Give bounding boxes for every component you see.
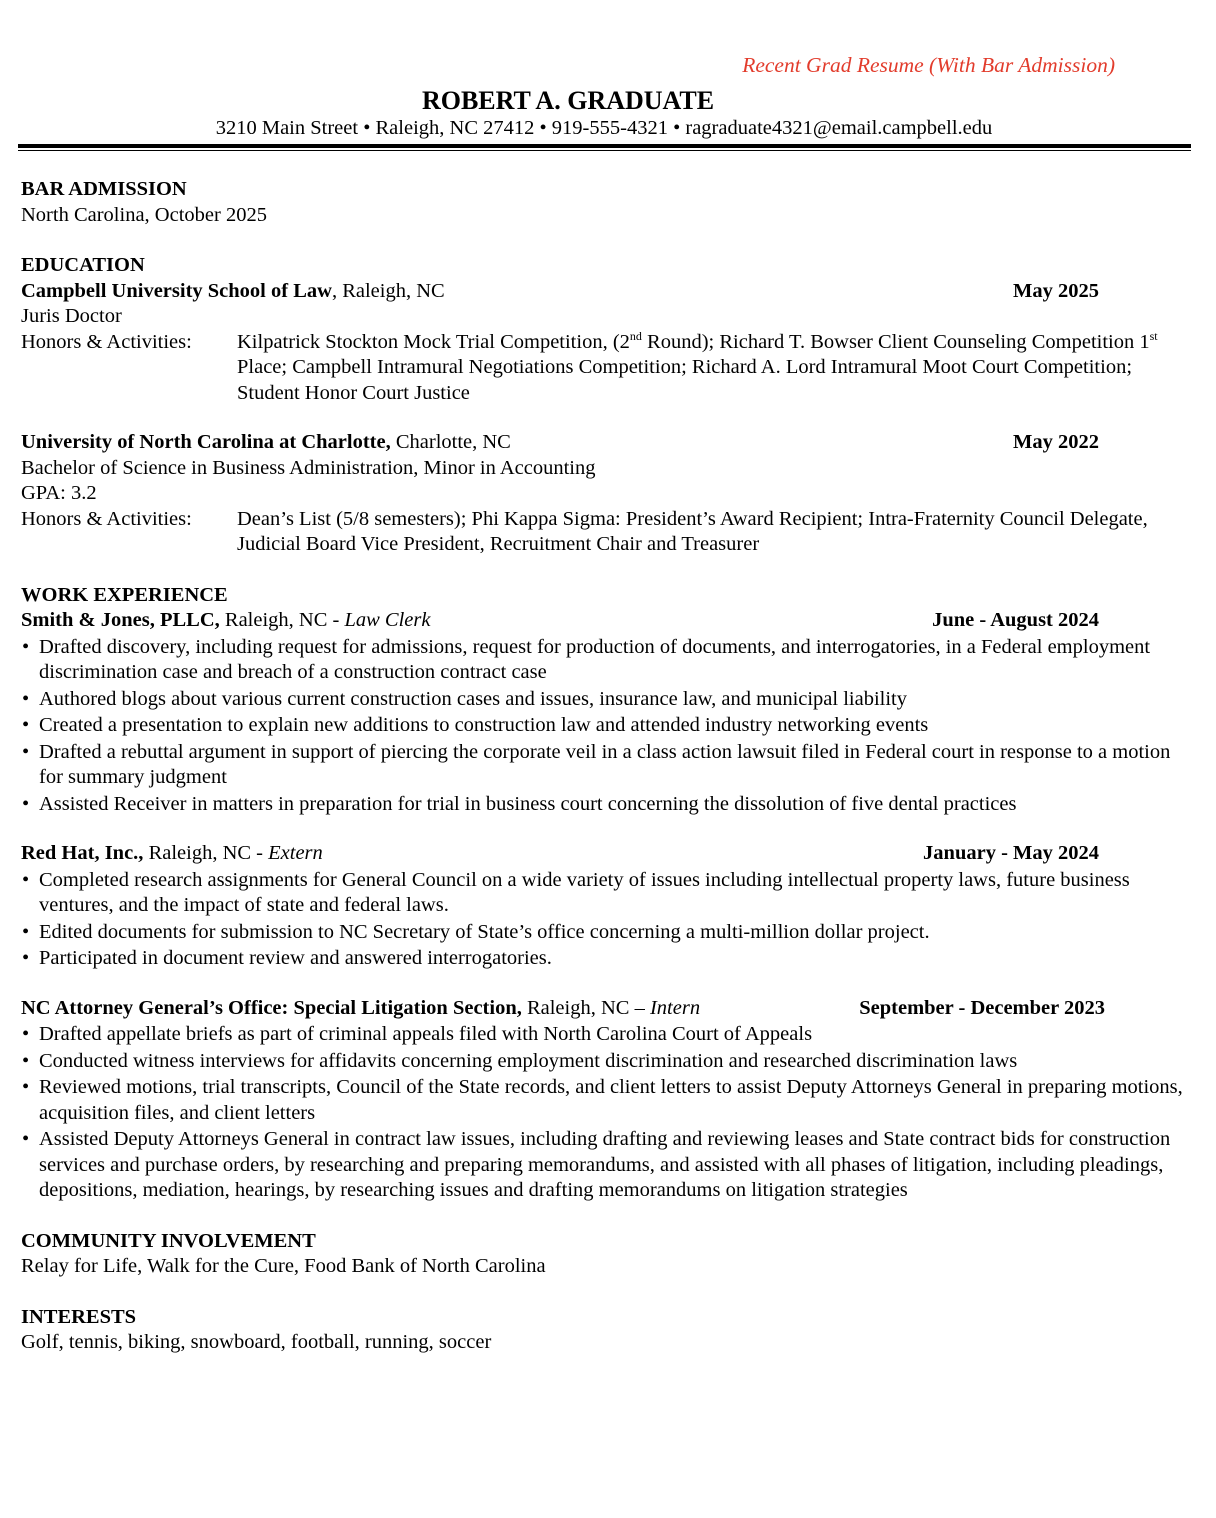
job-line (21, 608, 1191, 634)
list-item (21, 868, 1191, 919)
honors-text: Dean’s List (5/8 semesters); Phi Kappa Sigma: President’s Award Recipient; Intra-Fraternity Council Delegate, Judicial Board Vice President, Recruitment Chair and Treasurer (237, 507, 1148, 555)
employer-name: NC Attorney General’s Office: Special Litigation Section, (21, 996, 522, 1019)
school-location: , Raleigh, NC (331, 279, 445, 302)
bullet-text: Participated in document review and answered interrogatories. (39, 947, 552, 969)
list-item (21, 1022, 1191, 1048)
header-rule-thick (18, 144, 1191, 148)
header-rule-thin (18, 150, 1191, 151)
section-heading: BAR ADMISSION (21, 178, 187, 200)
job-date: January - May 2024 (923, 842, 1099, 864)
section-heading: COMMUNITY INVOLVEMENT (21, 1229, 316, 1252)
job-role: Intern (649, 996, 701, 1019)
job-entry (21, 841, 1191, 972)
community-involvement-section (21, 1229, 1191, 1280)
honors-row (21, 330, 1191, 407)
bullet-icon: • (22, 1128, 30, 1150)
school-date: May 2022 (1013, 431, 1099, 453)
bullet-text: Drafted discovery, including request for admissions, request for production of documents, and interrogatories, in a Federal employment discrimination case and breach of a construction contract case (39, 635, 1151, 683)
section-heading: EDUCATION (21, 254, 145, 276)
employer-name: Smith & Jones, PLLC, (21, 609, 220, 631)
bullet-icon: • (22, 714, 30, 736)
bullet-text: Drafted a rebuttal argument in support of piercing the corporate veil in a class action lawsuit filed in Federal court in response to a motion for summary judgment (39, 740, 1171, 788)
list-item (21, 1127, 1191, 1204)
list-item (21, 740, 1191, 791)
ordinal-superscript: st (1149, 328, 1158, 343)
employer-name: Red Hat, Inc., (21, 842, 144, 864)
school-line (21, 430, 1191, 456)
work-experience-section (21, 583, 1191, 1204)
bullet-text: Authored blogs about various current construction cases and issues, insurance law, and municipal liability (39, 687, 907, 710)
degree: Bachelor of Science in Business Administration, Minor in Accounting (21, 456, 596, 479)
gpa: GPA: 3.2 (21, 482, 97, 504)
honors-text-part: Round); Richard T. Bowser Client Counseling Competition 1 (641, 330, 1150, 353)
school-location: Charlotte, NC (390, 431, 511, 453)
school-name: University of North Carolina at Charlotte, (21, 431, 391, 453)
job-date: September - December 2023 (859, 996, 1105, 1019)
job-line (21, 996, 1191, 1022)
bar-admission-section (21, 177, 1191, 228)
ordinal-superscript: nd (629, 328, 642, 343)
contact-line: 3210 Main Street • Raleigh, NC 27412 • 919-555-4321 • ragraduate4321@email.campbell.edu (215, 117, 993, 139)
school-line (21, 279, 1191, 305)
list-item (21, 946, 1191, 972)
school-name: Campbell University School of Law (21, 279, 332, 302)
honors-row (21, 507, 1191, 558)
bullet-text: Reviewed motions, trial transcripts, Council of the State records, and client letters to assist Deputy Attorneys General in preparing motions, acquisition files, and client letters (39, 1076, 1183, 1124)
resume-body (21, 177, 1191, 1381)
interests-text: Golf, tennis, biking, snowboard, football, running, soccer (21, 1331, 492, 1353)
education-entry-law (21, 279, 1191, 407)
list-item (21, 792, 1191, 818)
candidate-name: ROBERT A. GRADUATE (421, 86, 715, 115)
job-date: June - August 2024 (932, 609, 1099, 631)
education-entry-undergrad (21, 430, 1191, 558)
honors-text-part: Place; Campbell Intramural Negotiations Competition; Richard A. Lord Intramural Moot Court Competition; Student Honor Court Justice (237, 356, 1133, 404)
school-date: May 2025 (1013, 279, 1099, 302)
job-entry (21, 996, 1191, 1204)
job-bullets (21, 1022, 1191, 1204)
bullet-icon: • (22, 635, 30, 658)
bullet-text: Completed research assignments for General Council on a wide variety of issues including intellectual property laws, future business ventures, and the impact of state and federal laws. (39, 868, 1130, 916)
job-line (21, 841, 1191, 867)
bullet-icon: • (22, 947, 30, 969)
job-role: Law Clerk (344, 609, 431, 631)
honors-label: Honors & Activities: (21, 330, 192, 353)
bullet-icon: • (22, 1049, 30, 1072)
resume-type-label: Recent Grad Resume (With Bar Admission) (742, 53, 1115, 77)
honors-label: Honors & Activities: (21, 507, 192, 530)
job-role: Extern (268, 842, 323, 864)
bullet-text: Assisted Deputy Attorneys General in contract law issues, including drafting and reviewing leases and State contract bids for construction services and purchase orders, by researching and preparing memorandums, and assisted with all phases of litigation, including pleadings, depositions, mediation, hearings, by researching issues and drafting memorandums on litigation strategies (39, 1128, 1171, 1201)
bullet-text: Conducted witness interviews for affidavits concerning employment discrimination and researched discrimination laws (39, 1049, 1018, 1072)
bullet-text: Drafted appellate briefs as part of criminal appeals filed with North Carolina Court of Appeals (39, 1023, 813, 1045)
section-heading: WORK EXPERIENCE (21, 583, 228, 606)
education-section (21, 253, 1191, 558)
list-item (21, 920, 1191, 946)
list-item (21, 635, 1191, 686)
degree: Juris Doctor (21, 305, 122, 327)
bullet-icon: • (22, 792, 30, 815)
list-item (21, 1049, 1191, 1075)
bullet-icon: • (22, 687, 30, 710)
section-heading: INTERESTS (21, 1305, 137, 1328)
bullet-icon: • (22, 868, 30, 891)
list-item (21, 713, 1191, 739)
list-item (21, 687, 1191, 713)
bar-admission-text: North Carolina, October 2025 (21, 203, 267, 226)
bullet-icon: • (22, 920, 30, 943)
job-location: Raleigh, NC - (219, 609, 345, 631)
interests-section (21, 1305, 1191, 1356)
job-location: Raleigh, NC - (143, 842, 269, 864)
job-location: Raleigh, NC – (521, 996, 650, 1019)
bullet-text: Assisted Receiver in matters in preparation for trial in business court concerning the dissolution of five dental practices (39, 792, 1017, 815)
job-bullets (21, 635, 1191, 818)
bullet-text: Created a presentation to explain new additions to construction law and attended industry networking events (39, 714, 929, 736)
bullet-icon: • (22, 1023, 30, 1045)
honors-text (237, 330, 1191, 407)
bullet-icon: • (22, 740, 30, 763)
bullet-text: Edited documents for submission to NC Secretary of State’s office concerning a multi-million dollar project. (39, 920, 930, 943)
job-entry (21, 608, 1191, 817)
honors-text-part: Kilpatrick Stockton Mock Trial Competition, (2 (237, 330, 630, 353)
bullet-icon: • (22, 1076, 30, 1098)
list-item (21, 1075, 1191, 1126)
job-bullets (21, 868, 1191, 972)
community-text: Relay for Life, Walk for the Cure, Food Bank of North Carolina (21, 1255, 546, 1277)
